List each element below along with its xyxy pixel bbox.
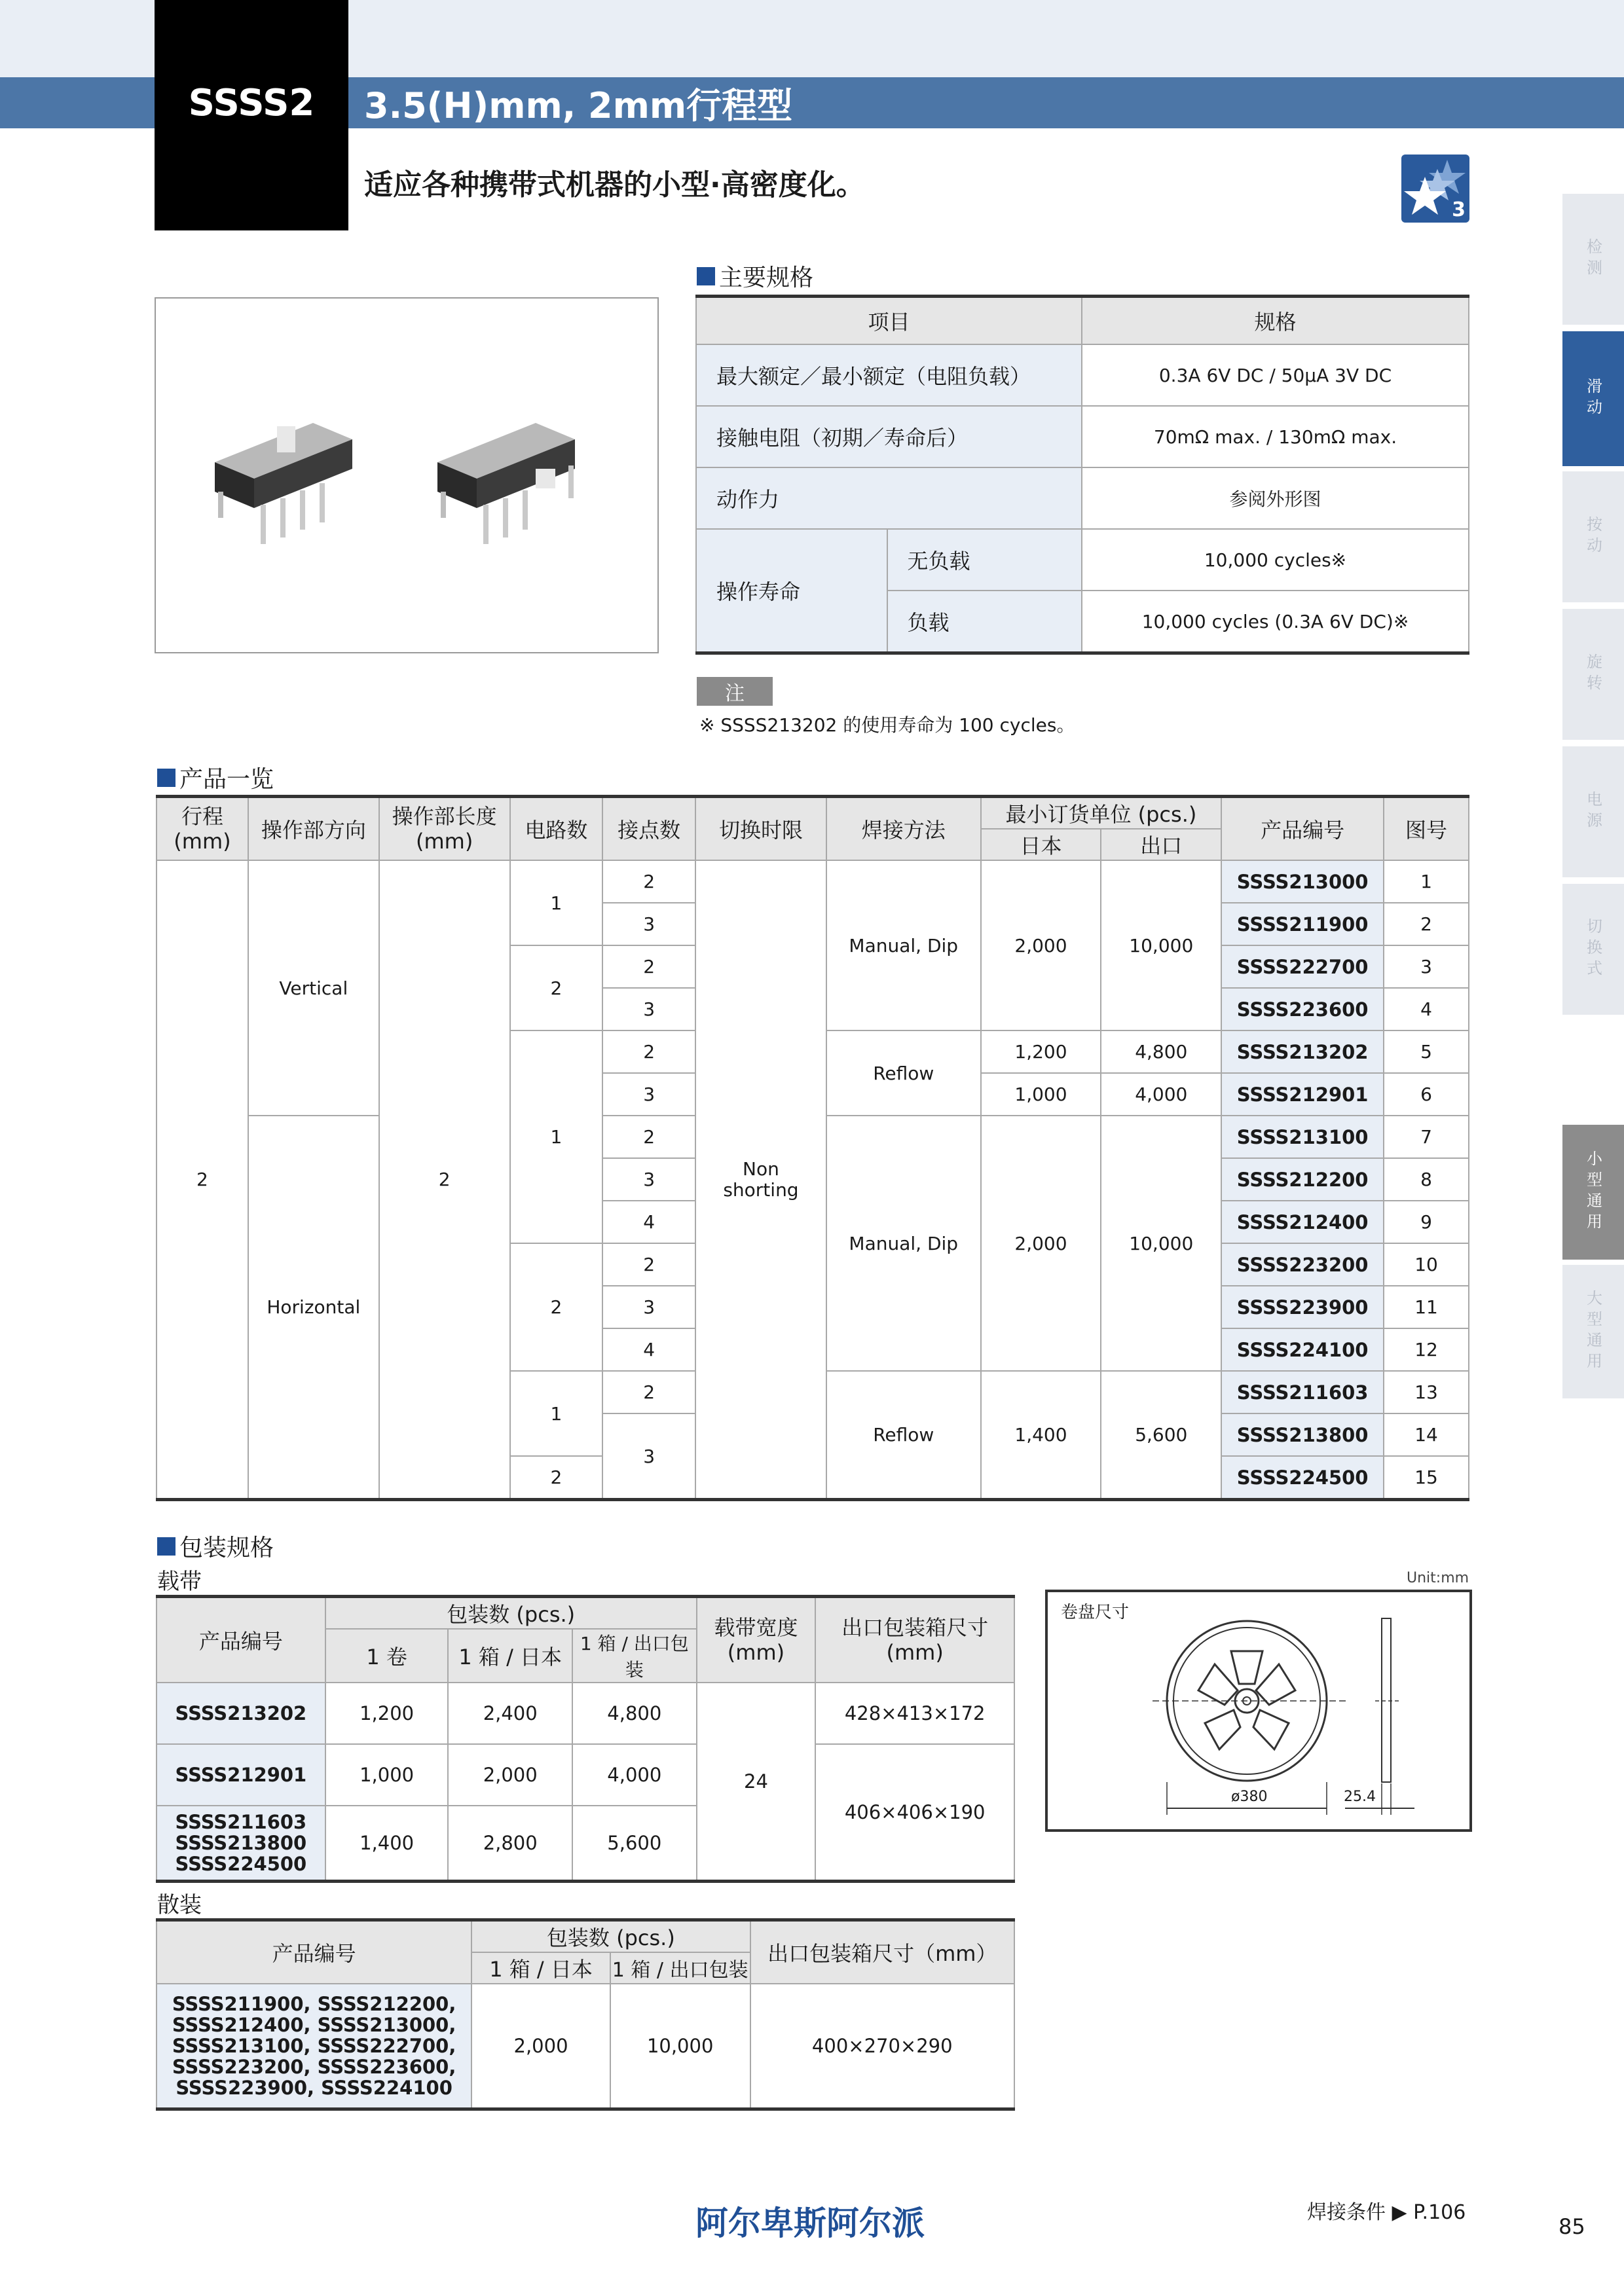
table-row xyxy=(157,1683,1014,1744)
stars-icon xyxy=(1401,155,1469,223)
tape-head-part-no: 产品编号 xyxy=(157,1597,325,1683)
head-part-no: 产品编号 xyxy=(1221,797,1384,861)
head-timing: 切换时限 xyxy=(695,797,826,861)
cell-part-no: SSSS211900 xyxy=(1221,903,1384,945)
cell-drawing-no: 2 xyxy=(1384,903,1469,945)
bulk-table xyxy=(156,1918,1015,2111)
side-tab-rotary[interactable]: 旋转 xyxy=(1562,609,1624,740)
tape-cell-reel: 1,200 xyxy=(325,1683,449,1744)
section-square-icon xyxy=(157,769,175,787)
bulk-head-box-ex: 1 箱 / 出口包装 xyxy=(610,1952,750,1984)
cell-drawing-no: 15 xyxy=(1384,1456,1469,1500)
spec-life-label: 操作寿命 xyxy=(696,529,887,653)
cell-part-no: SSSS224500 xyxy=(1221,1456,1384,1500)
unit-label: Unit:mm xyxy=(1407,1570,1469,1586)
cell-moq-japan: 2,000 xyxy=(981,1116,1101,1371)
cell-part-no: SSSS224100 xyxy=(1221,1328,1384,1371)
cell-drawing-no: 13 xyxy=(1384,1371,1469,1413)
table-row xyxy=(157,860,1469,903)
bulk-head-qty: 包装数 (pcs.) xyxy=(471,1920,750,1953)
cell-drawing-no: 8 xyxy=(1384,1158,1469,1201)
spec-life-cond: 负载 xyxy=(887,591,1082,653)
cell-positions: 3 xyxy=(602,1413,695,1500)
tape-cell-width: 24 xyxy=(697,1683,816,1882)
page-title: 3.5(H)mm, 2mm行程型 xyxy=(364,84,793,126)
head-moq-export: 出口 xyxy=(1101,829,1221,860)
tape-head-reel: 1 卷 xyxy=(325,1629,449,1683)
cell-drawing-no: 10 xyxy=(1384,1243,1469,1286)
cell-drawing-no: 14 xyxy=(1384,1413,1469,1456)
spec-value: 0.3A 6V DC / 50μA 3V DC xyxy=(1082,344,1469,406)
cell-moq-export: 4,000 xyxy=(1101,1073,1221,1116)
main-spec-title: 主要规格 xyxy=(697,259,813,293)
spec-value: 10,000 cycles※ xyxy=(1082,529,1469,591)
tape-head-box-size: 出口包装箱尺寸 (mm) xyxy=(815,1597,1014,1683)
cell-drawing-no: 1 xyxy=(1384,860,1469,903)
cell-drawing-no: 3 xyxy=(1384,945,1469,988)
model-name: SSSS2 xyxy=(188,81,315,124)
cell-soldering: Reflow xyxy=(826,1371,981,1500)
cell-drawing-no: 9 xyxy=(1384,1201,1469,1243)
cell-positions: 4 xyxy=(602,1201,695,1243)
bulk-head-box-jp: 1 箱 / 日本 xyxy=(471,1952,610,1984)
cell-positions: 2 xyxy=(602,1116,695,1158)
product-list-title: 产品一览 xyxy=(157,761,274,794)
head-drawing-no: 图号 xyxy=(1384,797,1469,861)
side-tab-detect[interactable]: 检测 xyxy=(1562,194,1624,325)
tape-cell-part-no: SSSS211603 SSSS213800 SSSS224500 xyxy=(157,1806,325,1882)
cell-part-no: SSSS223900 xyxy=(1221,1286,1384,1328)
solder-ref-link[interactable]: 焊接条件 ▶ P.106 xyxy=(1307,2201,1466,2224)
packing-title: 包装规格 xyxy=(157,1529,274,1563)
bulk-cell-size: 400×270×290 xyxy=(750,1984,1014,2109)
cell-positions: 2 xyxy=(602,1243,695,1286)
note-label: 注 xyxy=(697,677,773,706)
cell-moq-japan: 2,000 xyxy=(981,860,1101,1030)
side-tab-power[interactable]: 电源 xyxy=(1562,746,1624,877)
head-moq: 最小订货单位 (pcs.) xyxy=(981,797,1222,829)
product-photo-frame xyxy=(155,297,659,653)
reel-dia: ø380 xyxy=(1231,1789,1268,1805)
cell-positions: 3 xyxy=(602,1286,695,1328)
cell-positions: 3 xyxy=(602,1158,695,1201)
head-moq-japan: 日本 xyxy=(981,829,1101,860)
side-tab-large[interactable]: 大型通用 xyxy=(1562,1265,1624,1398)
bulk-title: 散装 xyxy=(157,1892,202,1918)
cell-drawing-no: 6 xyxy=(1384,1073,1469,1116)
cell-moq-export: 10,000 xyxy=(1101,860,1221,1030)
tape-cell-jp: 2,800 xyxy=(448,1806,572,1882)
tape-cell-jp: 2,400 xyxy=(448,1683,572,1744)
spec-item: 动作力 xyxy=(696,467,1082,529)
bulk-cell-ex: 10,000 xyxy=(610,1984,750,2109)
cell-travel: 2 xyxy=(157,860,248,1500)
bulk-head-part-no: 产品编号 xyxy=(157,1920,471,1984)
cell-drawing-no: 4 xyxy=(1384,988,1469,1030)
spec-life-cond: 无负载 xyxy=(887,529,1082,591)
tape-cell-ex: 5,600 xyxy=(572,1806,697,1882)
cell-part-no: SSSS212200 xyxy=(1221,1158,1384,1201)
product-list-table xyxy=(156,795,1469,1501)
cell-part-no: SSSS213202 xyxy=(1221,1030,1384,1073)
tape-cell-reel: 1,400 xyxy=(325,1806,449,1882)
page-subtitle: 适应各种携带式机器的小型·高密度化。 xyxy=(364,168,865,202)
head-positions: 接点数 xyxy=(602,797,695,861)
cell-part-no: SSSS211603 xyxy=(1221,1371,1384,1413)
cell-circuits: 2 xyxy=(510,1456,603,1500)
cell-part-no: SSSS212901 xyxy=(1221,1073,1384,1116)
tape-cell-ex: 4,000 xyxy=(572,1744,697,1806)
tape-title: 载带 xyxy=(157,1569,202,1595)
tape-cell-ex: 4,800 xyxy=(572,1683,697,1744)
reel-drawing xyxy=(1045,1590,1472,1832)
cell-length: 2 xyxy=(379,860,510,1500)
stars-number: 3 xyxy=(1452,198,1466,221)
cell-drawing-no: 11 xyxy=(1384,1286,1469,1328)
cell-drawing-no: 7 xyxy=(1384,1116,1469,1158)
spec-value: 参阅外形图 xyxy=(1082,467,1469,529)
cell-positions: 2 xyxy=(602,1030,695,1073)
cell-moq-japan: 1,000 xyxy=(981,1073,1101,1116)
side-tab-changeover[interactable]: 切换式 xyxy=(1562,884,1624,1015)
footer-brand: 阿尔卑斯阿尔派 xyxy=(695,2204,925,2242)
spec-value: 10,000 cycles (0.3A 6V DC)※ xyxy=(1082,591,1469,653)
table-row xyxy=(157,1984,1014,2109)
tape-cell-jp: 2,000 xyxy=(448,1744,572,1806)
cell-direction: Vertical xyxy=(248,860,379,1116)
tape-head-box-jp: 1 箱 / 日本 xyxy=(448,1629,572,1683)
cell-circuits: 1 xyxy=(510,1030,603,1243)
cell-positions: 3 xyxy=(602,988,695,1030)
tape-table xyxy=(156,1595,1015,1883)
tape-cell-part-no: SSSS213202 xyxy=(157,1683,325,1744)
cell-positions: 3 xyxy=(602,1073,695,1116)
section-square-icon xyxy=(697,267,715,285)
cell-moq-export: 4,800 xyxy=(1101,1030,1221,1073)
cell-timing: Non shorting xyxy=(695,860,826,1500)
cell-moq-export: 10,000 xyxy=(1101,1116,1221,1371)
note-text: ※ SSSS213202 的使用寿命为 100 cycles。 xyxy=(699,714,1075,736)
head-travel: 行程 (mm) xyxy=(157,797,248,861)
cell-direction: Horizontal xyxy=(248,1116,379,1500)
main-spec-table xyxy=(695,295,1469,655)
cell-part-no: SSSS223600 xyxy=(1221,988,1384,1030)
cell-soldering: Manual, Dip xyxy=(826,860,981,1030)
side-tab-slide[interactable]: 滑动 xyxy=(1562,331,1624,466)
tape-head-box-ex: 1 箱 / 出口包装 xyxy=(572,1629,697,1683)
cell-soldering: Reflow xyxy=(826,1030,981,1116)
tape-head-qty: 包装数 (pcs.) xyxy=(325,1597,697,1630)
cell-positions: 3 xyxy=(602,903,695,945)
cell-part-no: SSSS212400 xyxy=(1221,1201,1384,1243)
bulk-cell-jp: 2,000 xyxy=(471,1984,610,2109)
cell-moq-japan: 1,200 xyxy=(981,1030,1101,1073)
reel-width: 25.4 xyxy=(1344,1789,1376,1805)
cell-positions: 4 xyxy=(602,1328,695,1371)
cell-positions: 2 xyxy=(602,1371,695,1413)
page-number: 85 xyxy=(1559,2214,1585,2239)
section-square-icon xyxy=(157,1537,175,1556)
cell-drawing-no: 12 xyxy=(1384,1328,1469,1371)
tape-head-width: 载带宽度 (mm) xyxy=(697,1597,816,1683)
cell-positions: 2 xyxy=(602,945,695,988)
cell-moq-export: 5,600 xyxy=(1101,1371,1221,1500)
cell-part-no: SSSS213100 xyxy=(1221,1116,1384,1158)
product-photo xyxy=(156,299,657,652)
cell-circuits: 2 xyxy=(510,1243,603,1371)
cell-part-no: SSSS213800 xyxy=(1221,1413,1384,1456)
table-row xyxy=(157,1744,1014,1806)
cell-part-no: SSSS223200 xyxy=(1221,1243,1384,1286)
tape-cell-reel: 1,000 xyxy=(325,1744,449,1806)
cell-part-no: SSSS222700 xyxy=(1221,945,1384,988)
spec-value: 70mΩ max. / 130mΩ max. xyxy=(1082,406,1469,467)
cell-drawing-no: 5 xyxy=(1384,1030,1469,1073)
tape-cell-box-size: 406×406×190 xyxy=(815,1744,1014,1882)
side-tab-small[interactable]: 小型通用 xyxy=(1562,1125,1624,1260)
cell-moq-japan: 1,400 xyxy=(981,1371,1101,1500)
spec-head-spec: 规格 xyxy=(1082,297,1469,345)
bulk-head-box-size: 出口包装箱尺寸（mm） xyxy=(750,1920,1014,1984)
cell-circuits: 2 xyxy=(510,945,603,1030)
bulk-cell-part-no: SSSS211900, SSSS212200, SSSS212400, SSSS213000, SSSS213100, SSSS222700, SSSS223200, SSSS223600, SSSS223900, SSSS224100 xyxy=(157,1984,471,2109)
side-tab-push[interactable]: 按动 xyxy=(1562,471,1624,602)
head-soldering: 焊接方法 xyxy=(826,797,981,861)
head-circuits: 电路数 xyxy=(510,797,603,861)
spec-item: 接触电阻（初期／寿命后） xyxy=(696,406,1082,467)
tape-cell-box-size: 428×413×172 xyxy=(815,1683,1014,1744)
cell-soldering: Manual, Dip xyxy=(826,1116,981,1371)
cell-circuits: 1 xyxy=(510,1371,603,1456)
cell-circuits: 1 xyxy=(510,860,603,945)
reel-title: 卷盘尺寸 xyxy=(1061,1603,1130,1622)
spec-head-item: 项目 xyxy=(696,297,1082,345)
head-length: 操作部长度 (mm) xyxy=(379,797,510,861)
tape-cell-part-no: SSSS212901 xyxy=(157,1744,325,1806)
cell-part-no: SSSS213000 xyxy=(1221,860,1384,903)
head-direction: 操作部方向 xyxy=(248,797,379,861)
cell-positions: 2 xyxy=(602,860,695,903)
spec-item: 最大额定／最小额定（电阻负载） xyxy=(696,344,1082,406)
